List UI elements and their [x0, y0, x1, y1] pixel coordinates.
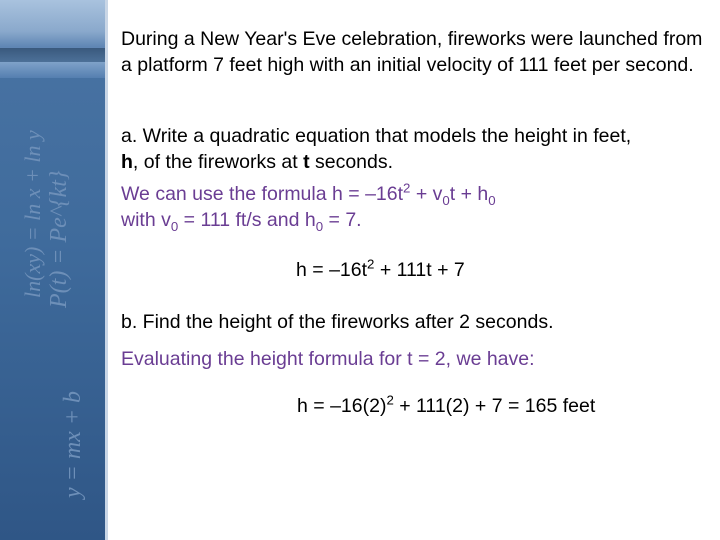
- part-a-question: a. Write a quadratic equation that models the height in feet, h, of the fireworks at t seconds.: [121, 125, 632, 173]
- landscape-water: [0, 62, 105, 78]
- problem-intro: During a New Year's Eve celebration, fireworks were launched from a platform 7 feet high with an initial velocity of 111 feet per second.: [121, 28, 703, 76]
- formula-linear: y = mx + b: [60, 390, 86, 498]
- part-a-answer: We can use the formula $h = -16t^2 + v_0t + h_0$ with $v_0 = 111$ ft/s and $h_0 = 7$.: [121, 180, 496, 234]
- part-b-equation: $h = -16(2)^2 + 111(2) + 7 = 165$ feet: [297, 392, 596, 417]
- sidebar-divider: [105, 0, 108, 540]
- part-b-question: b. Find the height of the fireworks after 2 seconds.: [121, 311, 554, 333]
- part-a-equation: $h = -16t^2 + 111t + 7$: [296, 256, 465, 281]
- formula-exponential: P(t) = Pe^{kt}: [46, 170, 72, 308]
- sidebar-decoration: [0, 0, 105, 540]
- part-b-answer: Evaluating the height formula for t = 2, we have:: [121, 348, 535, 370]
- lake-landscape-image: [0, 0, 105, 78]
- formula-log: ln(xy) = ln x + ln y: [20, 130, 45, 298]
- formula-watermark: [0, 78, 105, 540]
